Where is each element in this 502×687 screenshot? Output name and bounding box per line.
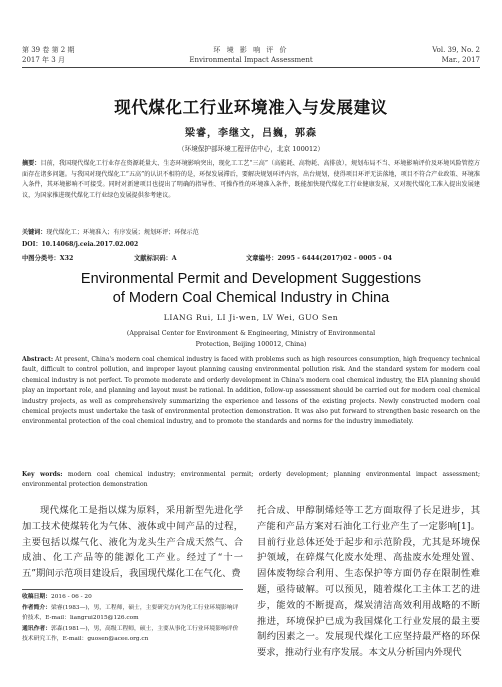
abstract-cn-label: 摘要： [22,160,41,167]
clc-value: X32 [59,255,74,262]
keywords-en-text: modern coal chemical industry; environmental permit; orderly development; planning environmental impact assessment; environmental protection demonstration [22,471,481,489]
journal-volume-en: Vol. 39, No. 2 [432,46,480,54]
footnote-author [22,603,243,624]
received-value: 2016 - 06 - 20 [51,594,92,600]
clc-label: 中图分类号： [22,255,60,262]
title-cn: 现代煤化工行业环境准入与发展建议 [114,98,388,117]
author-text: 梁睿(1983—)，男，工程师，硕士，主要研究方向为化工行业环境影响评价技术，E-mail：liangrui2015@126.com [22,604,239,622]
doc-code-value: A [171,255,177,262]
authors-cn: 梁睿，李继文，吕巍，郭森 [185,128,317,139]
footnote-rule [22,589,243,590]
affiliation-en-line1: (Appraisal Center for Environment & Engineering, Ministry of Environmental [126,330,376,337]
doc-code-label: 文献标识码： [134,255,172,262]
footnote-corresponding [22,624,243,645]
article-no-label: 文章编号： [246,255,278,262]
abstract-cn-text: 目前，我国现代煤化工行业存在资源耗量大、生态环境影响突出，现化工工艺“三高”（高能耗、高物耗、高排放），规划布局不当、环境影响评价及环境风险管控方面存在诸多问题。与我国对现代煤化工“五高”的认识不相符的是，环保发展滞后，要解决规划环评内容，出台规划，使得项目环评无法落地，项目不符合产业政策、环境准入条件，其环境影响不可接受。同时对新建项目也提出了明确的指导性、可操作性的环境准入条件，既能加快现代煤化工行业健康发展，又对现代煤化工准入提出发展建议，为国家推进现代煤化工行业绿色发展提供参考建议。 [22,160,480,199]
journal-name-cn: 环 境 影 响 评 价 [213,46,289,54]
author-label: 作者简介： [22,604,51,611]
abstract-en [22,355,480,428]
abstract-en-label: Abstract: [22,356,54,363]
affiliation-en-line2: Protection, Beijing 100012, China) [195,341,307,348]
journal-volume-cn: 第 39 卷 第 2 期 [22,46,75,54]
keywords-cn-label: 关键词： [22,229,47,236]
article-no-value: 2095 - 6444(2017)02 - 0005 - 04 [277,255,393,262]
footnote [22,592,243,645]
keywords-cn [22,228,480,239]
article-number [246,253,392,262]
abstract-en-text: At present, China's modern coal chemical industry is faced with problems such as high resources consumption, high frequency technical fault, difficult to control pollution, and improper layout planning causing environmental pollution risk. And the standard system for modern coal chemical industry is not perfect. To promote moderate and orderly development in China's modern coal chemical industry, the EIA planning should play an important role, and planning and layout must be rational. In addition, follow-up assessment should be carried out for modern coal chemical industry projects, as well as comprehensively summarizing the experience and lessons of the existing projects. Newly constructed modern coal chemical projects must undertake the task of environmental protection demonstration. It was also put forward to strengthen basic research on the environmental protection of the coal chemical industry, and to promote the standards and norms for the industry immediately. [22,356,481,426]
corr-label: 通讯作者： [22,625,51,632]
clc-number [22,253,73,262]
authors-en: LIANG Rui, LI Ji-wen, LV Wei, GUO Sen [163,313,339,322]
header-rule [22,67,480,68]
doi: DOI：10.14068/j.ceia.2017.02.002 [22,241,139,248]
journal-date-cn: 2017 年 3 月 [22,56,65,64]
affiliation-cn: （环境保护部环境工程评估中心，北京 100012） [178,145,324,153]
footnote-received [22,592,243,603]
doc-code [134,253,177,262]
keywords-en [22,470,480,491]
keywords-en-label: Key words: [22,471,63,478]
journal-date-en: Mar., 2017 [441,56,480,64]
keywords-cn-text: 现代煤化工；环境准入；有序发展；规划环评；环保示范 [46,229,199,236]
title-en-line2: of Modern Coal Chemical Industry in China [112,290,390,306]
received-label: 收稿日期： [22,594,51,600]
title-en-line1: Environmental Permit and Development Suggestions [80,271,422,287]
corr-text: 郭森(1981—)，男，高级工程师，硕士，主要从事化工行业环境影响评价技术研究工作，E-mail：guosen@acee.org.cn [22,625,239,643]
journal-name-en: Environmental Impact Assessment [189,56,313,64]
body-column-right: 托合成、甲醇制烯烃等工艺方面取得了长足进步，其产能和产品方案对石油化工行业产生了一定影响[1]。目前行业总体还处于起步和示范阶段，尤其是环境保护领域，在碎煤气化废水处理、高盐废水处理处置、固体废物综合利用、生态保护等方面仍存在限制性难题，亟待破解。可以预见，随着煤化工主体工艺的进步，能效的不断提高，煤炭清洁高效利用战略的不断推进，环境保护已成为我国煤化工行业发展的最主要制约因素之一。发展现代煤化工应坚持最严格的环保要求，推动行业有序发展。本文从分析国内外现代 [257,505,480,659]
abstract-cn [22,159,480,223]
body-column-left: 现代煤化工是指以煤为原料，采用新型先进化学加工技术使煤转化为气体、液体或中间产品的过程，主要包括以煤气化、液化为龙头生产合成天然气、合成油、化工产品等的能源化工产业。经过了“十一五”期间示范项目建设后，我国现代煤化工在气化、费 [22,505,243,580]
